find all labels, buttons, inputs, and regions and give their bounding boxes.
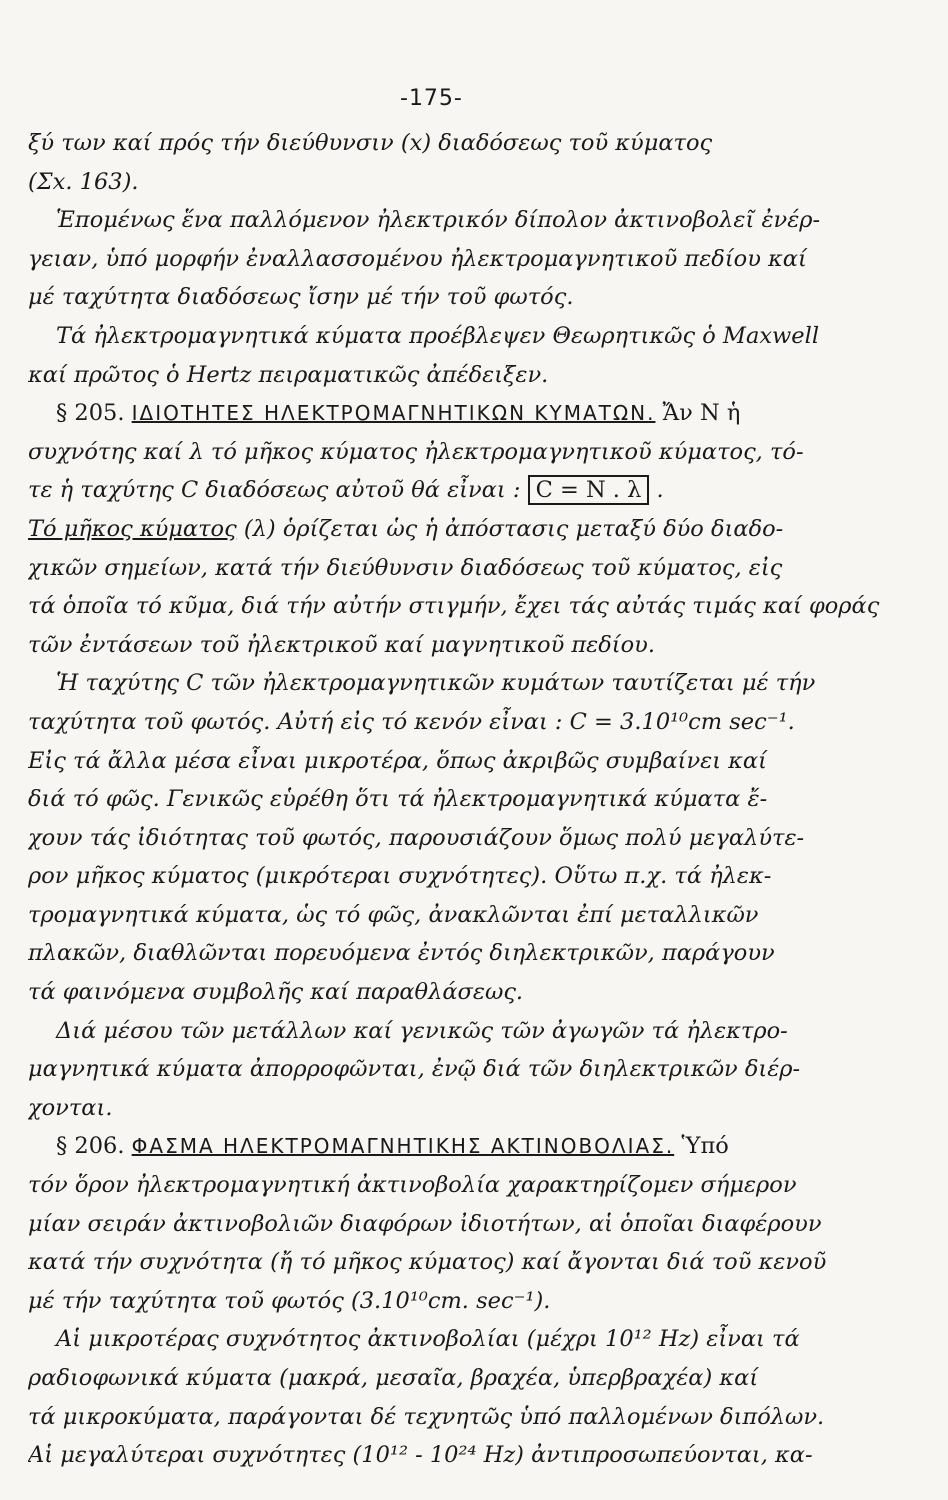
section-title: ΦΑΣΜΑ ΗΛΕΚΤΡΟΜΑΓΝΗΤΙΚΗΣ ΑΚΤΙΝΟΒΟΛΙΑΣ. (131, 1134, 675, 1159)
text-line: τρομαγνητικά κύματα, ὡς τό φῶς, ἀνακλῶνται ἐπί μεταλλικῶν (28, 901, 759, 928)
section-heading-205 (28, 394, 918, 433)
text-line: Εἰς τά ἄλλα μέσα εἶναι μικροτέρα, ὅπως ἀκριβῶς συμβαίνει καί (28, 747, 767, 774)
page-number: -175- (400, 86, 463, 111)
text-line: διά τό φῶς. Γενικῶς εὑρέθη ὅτι τά ἠλεκτρομαγνητικά κύματα ἔ- (28, 786, 768, 813)
section-title: ΙΔΙΟΤΗΤΕΣ ΗΛΕΚΤΡΟΜΑΓΝΗΤΙΚΩΝ ΚΥΜΑΤΩΝ. (131, 401, 656, 426)
text-line: τά μικροκύματα, παράγονται δέ τεχνητῶς ὑπό παλλομένων διπόλων. (28, 1403, 825, 1430)
text-line: μέ ταχύτητα διαδόσεως ἴσην μέ τήν τοῦ φωτός. (28, 284, 574, 311)
text-line: μαγνητικά κύματα ἀπορροφῶνται, ἐνῷ διά τῶν διηλεκτρικῶν διέρ- (28, 1056, 801, 1083)
text-line: μέ τήν ταχύτητα τοῦ φωτός (3.10¹⁰cm. sec⁻¹). (28, 1287, 551, 1314)
section-tail: Ὑπό (681, 1133, 729, 1160)
text-line: Αἱ μικροτέρας συχνότητος ἀκτινοβολίαι (μέχρι 10¹² Hz) εἶναι τά (56, 1326, 800, 1353)
body-text (28, 124, 918, 1475)
formula-box: C = N . λ (528, 475, 650, 505)
text-line: τά ὁποῖα τό κῦμα, διά τήν αὐτήν στιγμήν, ἔχει τάς αὐτάς τιμάς καί φοράς (28, 593, 880, 620)
section-number: § 206. (56, 1133, 125, 1160)
text-line: πλακῶν, διαθλῶνται πορευόμενα ἐντός διηλεκτρικῶν, παράγουν (28, 940, 775, 967)
text-line: τόν ὅρον ἠλεκτρομαγνητική ἀκτινοβολία χαρακτηρίζομεν σήμερον (28, 1172, 797, 1199)
text-line: Ἡ ταχύτης C τῶν ἠλεκτρομαγνητικῶν κυμάτων ταυτίζεται μέ τήν (56, 670, 816, 697)
text-line: χονται. (28, 1094, 113, 1121)
section-tail: Ἄν N ἡ (662, 400, 741, 427)
text-line: μίαν σειράν ἀκτινοβολιῶν διαφόρων ἰδιοτήτων, αἱ ὁποῖαι διαφέρουν (28, 1210, 822, 1237)
text-line: (Σx. 163). (28, 168, 139, 195)
text-line: ρον μῆκος κύματος (μικρότεραι συχνότητες). Οὕτω π.χ. τά ἠλεκ- (28, 863, 772, 890)
text-line: χουν τάς ἰδιότητας τοῦ φωτός, παρουσιάζουν ὅμως πολύ μεγαλύτε- (28, 824, 805, 851)
text-line: Τό μῆκος κύματος (λ) ὁρίζεται ὡς ἡ ἀπόστασις μεταξύ δύο διαδο- (28, 515, 784, 542)
text-line: τά φαινόμενα συμβολῆς καί παραθλάσεως. (28, 979, 524, 1006)
text-line: ταχύτητα τοῦ φωτός. Αὐτή εἰς τό κενόν εἶναι : C = 3.10¹⁰cm sec⁻¹. (28, 708, 795, 735)
text-line: ραδιοφωνικά κύματα (μακρά, μεσαῖα, βραχέα, ὑπερβραχέα) καί (28, 1365, 759, 1391)
text-line: ξύ των καί πρός τήν διεύθυνσιν (x) διαδόσεως τοῦ κύματος (28, 130, 713, 156)
text-line: κατά τήν συχνότητα (ἤ τό μῆκος κύματος) καί ἄγονται διά τοῦ κενοῦ (28, 1249, 827, 1276)
text-line: χικῶν σημείων, κατά τήν διεύθυνσιν διαδόσεως τοῦ κύματος, εἰς (28, 554, 783, 581)
section-number: § 205. (56, 400, 125, 427)
text-line: καί πρῶτος ὁ Hertz πειραματικῶς ἀπέδειξεν. (28, 361, 549, 388)
text-line: γειαν, ὑπό μορφήν ἐναλλασσομένου ἠλεκτρομαγνητικοῦ πεδίου καί (28, 245, 807, 272)
text-line: Αἱ μεγαλύτεραι συχνότητες (10¹² - 10²⁴ Hz) ἀντιπροσωπεύονται, κα- (28, 1442, 813, 1469)
text-line: Τά ἠλεκτρομαγνητικά κύματα προέβλεψεν Θεωρητικῶς ὁ Maxwell (56, 322, 820, 349)
text-line: Διά μέσου τῶν μετάλλων καί γενικῶς τῶν ἀγωγῶν τά ἠλεκτρο- (56, 1017, 788, 1044)
text-line: συχνότης καί λ τό μῆκος κύματος ἠλεκτρομαγνητικοῦ κύματος, τό- (28, 438, 804, 465)
text-line: Ἑπομένως ἕνα παλλόμενον ἠλεκτρικόν δίπολον ἀκτινοβολεῖ ἐνέρ- (56, 207, 821, 234)
term-underlined: Τό μῆκος κύματος (28, 515, 237, 542)
text-line: τῶν ἐντάσεων τοῦ ἠλεκτρικοῦ καί μαγνητικοῦ πεδίου. (28, 631, 656, 658)
section-heading-206 (28, 1127, 918, 1166)
text-line: τε ἡ ταχύτης C διαδόσεως αὐτοῦ θά εἶναι : C = N . λ . (28, 477, 664, 504)
